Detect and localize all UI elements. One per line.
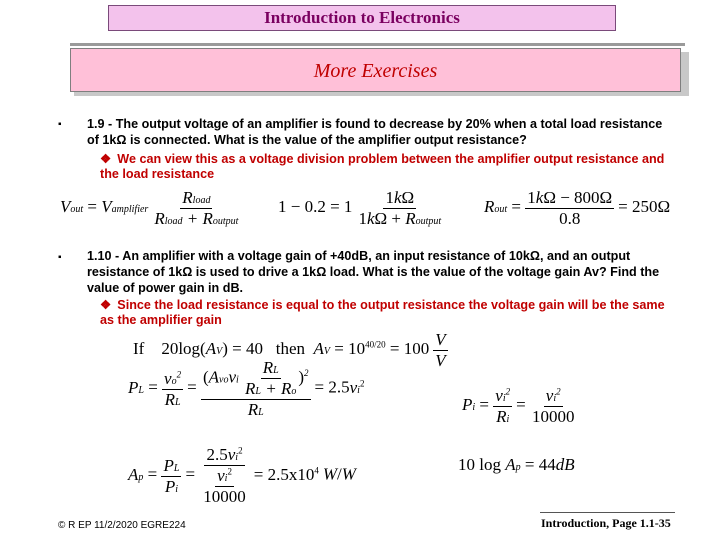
equation-load-power: PL = $\frac{vo^2}{RL}$ = (Avovi $\frac{RL}{RL + Ro}$ )$^2$ RL = $2.5vi^2$ — [128, 358, 365, 419]
equation-ratio: 1 − 0.2 = 1 $\frac{1k\Omega}{\text{1kΩ + Routput}}$ — [278, 188, 442, 228]
bullet-icon: ▪ — [58, 119, 62, 130]
course-title-banner: Introduction to Electronics — [108, 5, 616, 31]
problem-1-9-note — [100, 152, 670, 182]
slide-title: More Exercises — [70, 48, 681, 92]
equation-gain-db: If 20log(AV) = 40 then AV = $10^{40/20} = 100$ $\frac{V}{V}$ — [133, 330, 446, 370]
bullet-icon: ▪ — [58, 252, 62, 263]
diamond-bullet-icon: ❖ — [100, 152, 112, 166]
title-rule — [70, 43, 685, 46]
problem-1-10-note — [100, 298, 675, 328]
footer-page-number: Introduction, Page 1.1-35 — [541, 516, 671, 530]
problem-1-9-text: 1.9 - The output voltage of an amplifier is found to decrease by 20% when a total load resistance of 1kΩ is connected. What is the value of the amplifier output resistance? — [87, 117, 663, 147]
equation-rout: Rout = $\frac{1k\Omega - 800\Omega}{0.8}$ = 250Ω — [484, 188, 671, 228]
footer-copyright: © R EP 11/2/2020 EGRE224 — [58, 520, 186, 531]
equation-power-gain-db: 10 log Ap = 44dB — [458, 455, 575, 474]
equation-voltage-divider: Vout = Vamplifier $\frac{\text{Rload}}{\text{Rload + Routput}}$ — [60, 188, 239, 228]
equation-input-power: Pi = $\frac{vi^2}{Ri}$ = $\frac{vi^2}{10000}$ — [462, 386, 575, 426]
problem-1-10-note-text: Since the load resistance is equal to the output resistance the voltage gain will be the same as the amplifier gain — [100, 298, 665, 327]
problem-1-9-note-text: We can view this as a voltage division problem between the amplifier output resistance and the load resistance — [100, 152, 665, 181]
footer-rule — [540, 512, 675, 513]
problem-1-10-text: 1.10 - An amplifier with a voltage gain of +40dB, an input resistance of 10kΩ, and an output resistance of 1kΩ is used to drive a 1kΩ load. What is the value of the voltage gain Av? Find the value of power gain in dB. — [87, 249, 660, 295]
equation-power-gain: Ap = $\frac{PL}{Pi}$ = $\frac{2.5vi^2}{\frac{vi^2}{10000}}$ = $2.5x10^4$ W/W — [128, 445, 356, 506]
diamond-bullet-icon: ❖ — [100, 298, 112, 312]
